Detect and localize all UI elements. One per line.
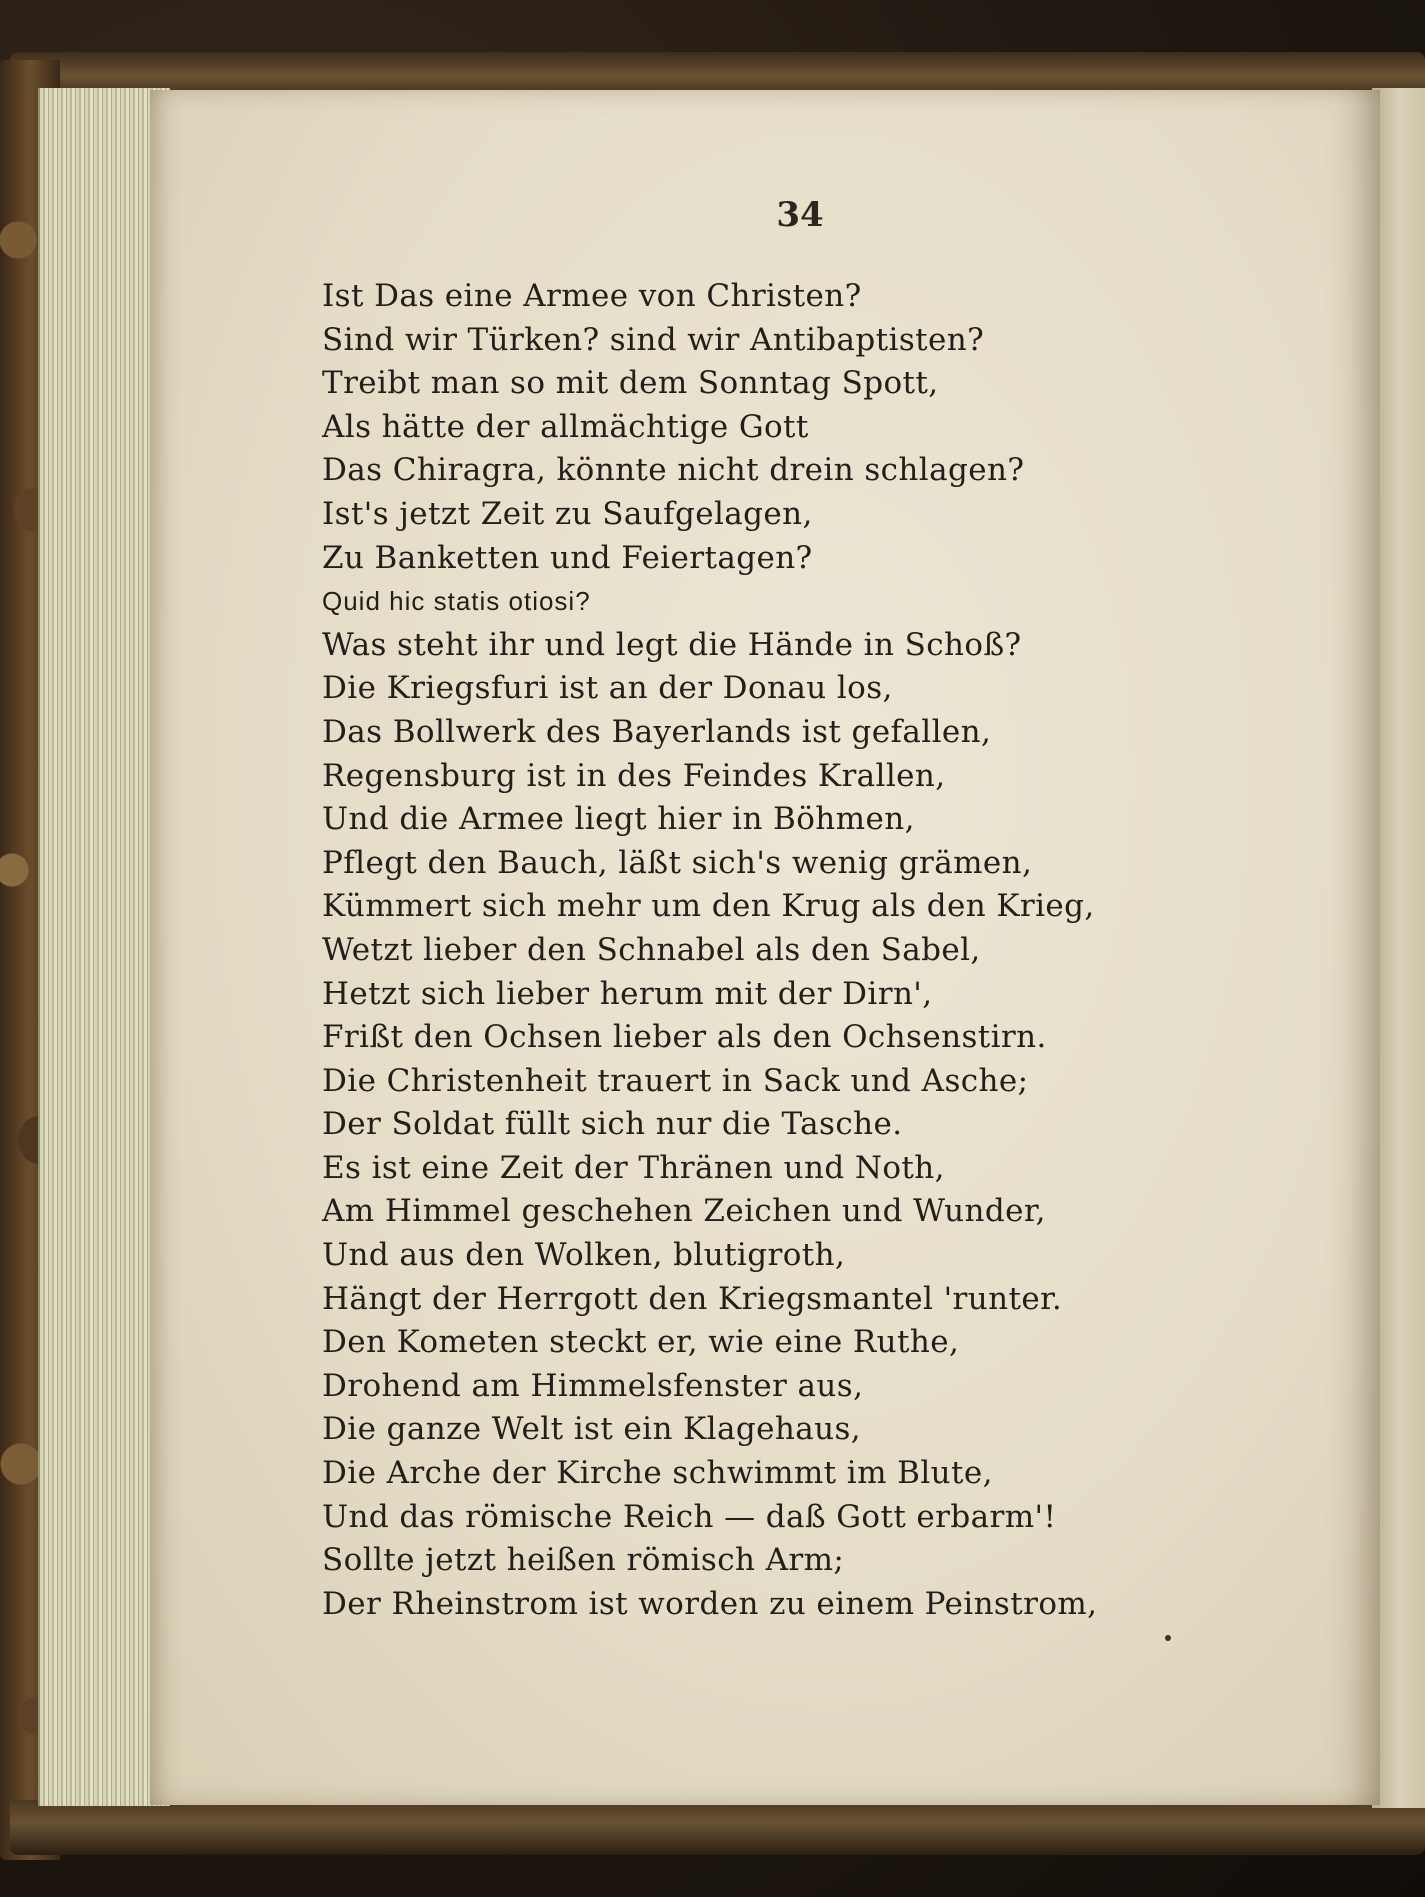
book-cover-top [10,52,1425,92]
verse-line: Die Christenheit trauert in Sack und Asche; [322,1062,1029,1099]
ink-spot [1165,1635,1171,1641]
verse-line: Sind wir Türken? sind wir Antibaptisten? [322,321,985,358]
verse-line: Zu Banketten und Feiertagen? [322,539,813,576]
verse-line: Regensburg ist in des Feindes Krallen, [322,757,946,794]
verse-line: Was steht ihr und legt die Hände in Schoß? [322,626,1022,663]
verse-text [322,275,1097,1626]
page-number: 34 [776,195,824,235]
verse-line: Und das römische Reich — daß Gott erbarm'! [322,1498,1057,1535]
verse-line: Ist's jetzt Zeit zu Saufgelagen, [322,495,813,532]
verse-line: Frißt den Ochsen lieber als den Ochsenstirn. [322,1019,1047,1056]
verse-line: Hetzt sich lieber herum mit der Dirn', [322,975,933,1012]
verse-line: Wetzt lieber den Schnabel als den Sabel, [322,931,981,968]
verse-line: Sollte jetzt heißen römisch Arm; [322,1542,845,1579]
verse-line: Als hätte der allmächtige Gott [322,408,809,445]
verse-line: Pflegt den Bauch, läßt sich's wenig grämen, [322,844,1033,881]
verse-line: Und die Armee liegt hier in Böhmen, [322,801,915,838]
verse-line: Der Soldat füllt sich nur die Tasche. [322,1106,903,1143]
verse-line: Das Bollwerk des Bayerlands ist gefallen, [322,713,992,750]
verse-line: Drohend am Himmelsfenster aus, [322,1367,864,1404]
verse-line: Das Chiragra, könnte nicht drein schlagen? [322,452,1025,489]
verse-line: Kümmert sich mehr um den Krug als den Krieg, [322,888,1095,925]
verse-line: Und aus den Wolken, blutigroth, [322,1237,846,1274]
book-cover-bottom [10,1800,1425,1855]
verse-line: Die Kriegsfuri ist an der Donau los, [322,670,893,707]
verse-line-latin: Quid hic statis otiosi? [322,586,591,617]
verse-line: Hängt der Herrgott den Kriegsmantel 'runter. [322,1280,1063,1317]
verse-line: Am Himmel geschehen Zeichen und Wunder, [322,1193,1046,1230]
verse-line: Es ist eine Zeit der Thränen und Noth, [322,1149,945,1186]
verse-line: Die ganze Welt ist ein Klagehaus, [322,1411,862,1448]
verse-line: Den Kometen steckt er, wie eine Ruthe, [322,1324,960,1361]
verse-line: Der Rheinstrom ist worden zu einem Peinstrom, [322,1585,1098,1622]
verse-line: Treibt man so mit dem Sonntag Spott, [322,365,939,402]
verse-line: Die Arche der Kirche schwimmt im Blute, [322,1455,993,1492]
verse-line: Ist Das eine Armee von Christen? [322,278,862,314]
